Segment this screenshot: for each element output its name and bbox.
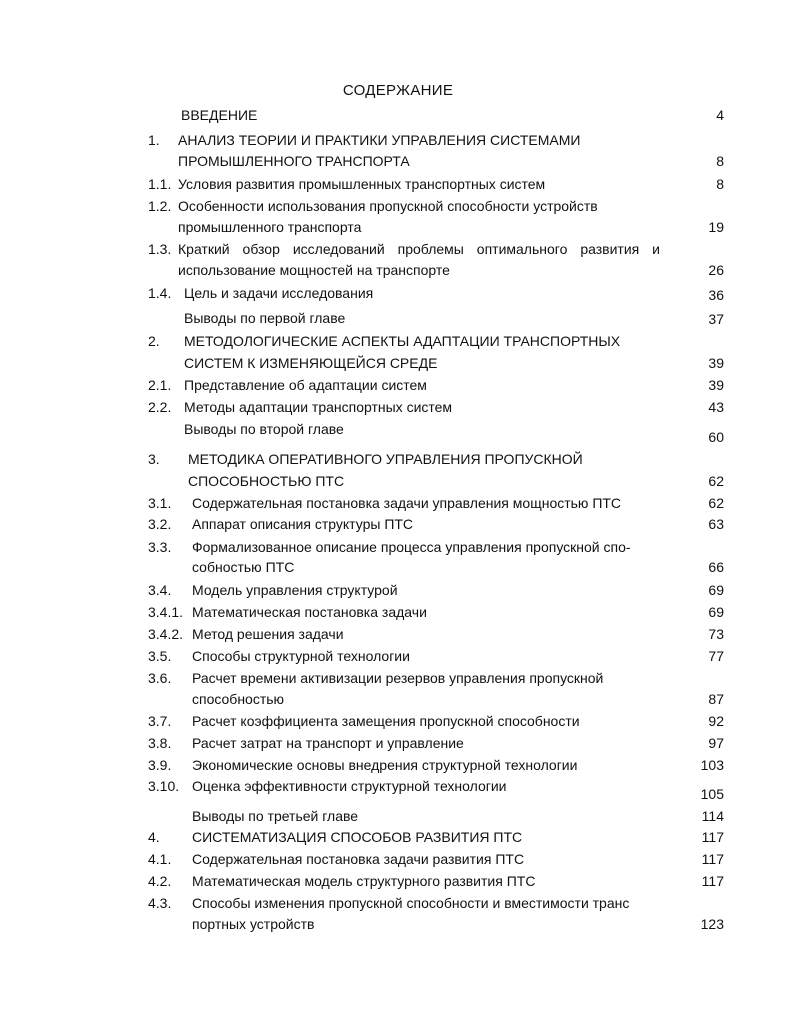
toc-entry-page: 103	[700, 757, 724, 773]
toc-entry-number: 1.2.	[148, 198, 172, 214]
toc-entry-number: 4.3.	[148, 895, 172, 911]
toc-entry-page: 117	[701, 873, 724, 889]
toc-entry-number: 2.	[148, 333, 160, 349]
toc-entry-title: Условия развития промышленных транспортных систем	[178, 176, 546, 192]
toc-entry-title: СИСТЕМАТИЗАЦИЯ СПОСОБОВ РАЗВИТИЯ ПТС	[192, 829, 523, 845]
toc-entry-number: 3.	[148, 451, 160, 467]
toc-entry-title: Цель и задачи исследования	[184, 285, 374, 301]
toc-entry-page: 8	[716, 176, 724, 192]
toc-entry-page: 69	[708, 604, 724, 620]
toc-entry-number: 3.3.	[148, 539, 172, 555]
toc-entry-page: 66	[708, 559, 724, 575]
toc-entry-title: Экономические основы внедрения структурной технологии	[192, 757, 578, 773]
toc-entry-page: 87	[708, 691, 724, 707]
toc-entry-title: Оценка эффективности структурной технологии	[192, 778, 507, 794]
toc-entry-number: 3.6.	[148, 670, 172, 686]
toc-entry-title: Выводы по второй главе	[184, 421, 344, 437]
toc-entry-title: АНАЛИЗ ТЕОРИИ И ПРАКТИКИ УПРАВЛЕНИЯ СИСТЕМАМИ	[178, 132, 581, 148]
toc-entry-page: 123	[700, 916, 724, 932]
toc-entry-title: Выводы по первой главе	[184, 310, 346, 326]
toc-entry-page: 4	[716, 107, 724, 123]
toc-entry-title: ВВЕДЕНИЕ	[181, 107, 258, 123]
toc-entry-title: Расчет коэффициента замещения пропускной способности	[192, 713, 580, 729]
toc-entry-page: 105	[700, 786, 724, 802]
toc-entry-title: Содержательная постановка задачи управления мощностью ПТС	[192, 495, 622, 511]
toc-entry-number: 3.4.	[148, 582, 172, 598]
toc-entry-title: Расчет времени активизации резервов управления пропускной	[192, 670, 604, 686]
toc-entry-number: 3.7.	[148, 713, 172, 729]
toc-entry-title: способностью	[192, 691, 285, 707]
toc-entry-page: 8	[716, 153, 724, 169]
toc-entry-title: Методы адаптации транспортных систем	[184, 399, 453, 415]
toc-entry-title: ПРОМЫШЛЕННОГО ТРАНСПОРТА	[178, 153, 410, 169]
toc-entry-title: Метод решения задачи	[192, 626, 344, 642]
toc-entry-page: 39	[708, 377, 724, 393]
toc-entry-number: 3.2.	[148, 516, 172, 532]
toc-entry-number: 1.	[148, 132, 160, 148]
toc-entry-title: Математическая модель структурного развития ПТС	[192, 873, 536, 889]
toc-entry-title: портных устройств	[192, 916, 315, 932]
toc-entry-number: 1.3.	[148, 241, 172, 257]
toc-entry-number: 3.8.	[148, 735, 172, 751]
toc-entry-page: 117	[701, 829, 724, 845]
toc-entry-title: собностью ПТС	[192, 559, 295, 575]
toc-entry-number: 1.1.	[148, 176, 172, 192]
page-title: СОДЕРЖАНИЕ	[342, 82, 454, 99]
toc-entry-page: 19	[708, 219, 724, 235]
toc-entry-page: 36	[708, 287, 724, 303]
toc-entry-title: Модель управления структурой	[192, 582, 398, 598]
toc-entry-title: Способы структурной технологии	[192, 648, 410, 664]
toc-entry-number: 3.5.	[148, 648, 172, 664]
toc-entry-page: 117	[701, 851, 724, 867]
toc-entry-title: Выводы по третьей главе	[192, 808, 359, 824]
toc-entry-page: 60	[708, 429, 724, 445]
toc-entry-page: 92	[708, 713, 724, 729]
toc-entry-number: 3.4.2.	[148, 626, 184, 642]
toc-entry-page: 62	[708, 495, 724, 511]
toc-entry-number: 2.2.	[148, 399, 172, 415]
toc-entry-number: 3.10.	[148, 778, 180, 794]
toc-entry-number: 1.4.	[148, 285, 172, 301]
toc-entry-title: Представление об адаптации систем	[184, 377, 427, 393]
toc-entry-page: 43	[708, 399, 724, 415]
toc-entry-page: 63	[708, 516, 724, 532]
toc-entry-page: 39	[708, 355, 724, 371]
toc-entry-page: 114	[701, 808, 724, 824]
toc-entry-title: Расчет затрат на транспорт и управление	[192, 735, 464, 751]
toc-entry-page: 77	[708, 648, 724, 664]
toc-entry-title: МЕТОДОЛОГИЧЕСКИЕ АСПЕКТЫ АДАПТАЦИИ ТРАНСПОРТНЫХ	[184, 333, 621, 349]
toc-entry-page: 73	[708, 626, 724, 642]
toc-entry-title: промышленного транспорта	[178, 219, 362, 235]
toc-entry-number: 4.1.	[148, 851, 172, 867]
toc-entry-number: 4.	[148, 829, 160, 845]
toc-entry-page: 26	[708, 262, 724, 278]
toc-entry-number: 3.1.	[148, 495, 172, 511]
toc-entry-number: 3.9.	[148, 757, 172, 773]
toc-entry-page: 37	[708, 311, 724, 327]
toc-entry-title: Математическая постановка задачи	[192, 604, 427, 620]
toc-entry-number: 4.2.	[148, 873, 172, 889]
toc-entry-page: 69	[708, 582, 724, 598]
toc-entry-title: Аппарат описания структуры ПТС	[192, 516, 414, 532]
toc-entry-title: СПОСОБНОСТЬЮ ПТС	[188, 473, 345, 489]
toc-entry-title: Содержательная постановка задачи развития ПТС	[192, 851, 525, 867]
toc-entry-title: Краткий обзор исследований проблемы оптимального развития и	[178, 241, 660, 257]
toc-entry-number: 3.4.1.	[148, 604, 184, 620]
toc-entry-title: Особенности использования пропускной способности устройств	[178, 198, 598, 214]
toc-entry-title: МЕТОДИКА ОПЕРАТИВНОГО УПРАВЛЕНИЯ ПРОПУСКНОЙ	[188, 451, 583, 467]
toc-entry-title: Способы изменения пропускной способности и вместимости транс	[192, 895, 630, 911]
toc-entry-title: Формализованное описание процесса управления пропускной спо-	[192, 539, 631, 555]
toc-entry-title: использование мощностей на транспорте	[178, 262, 450, 278]
toc-entry-title: СИСТЕМ К ИЗМЕНЯЮЩЕЙСЯ СРЕДЕ	[184, 355, 438, 371]
toc-entry-page: 97	[708, 735, 724, 751]
toc-entry-number: 2.1.	[148, 377, 172, 393]
toc-entry-page: 62	[708, 473, 724, 489]
